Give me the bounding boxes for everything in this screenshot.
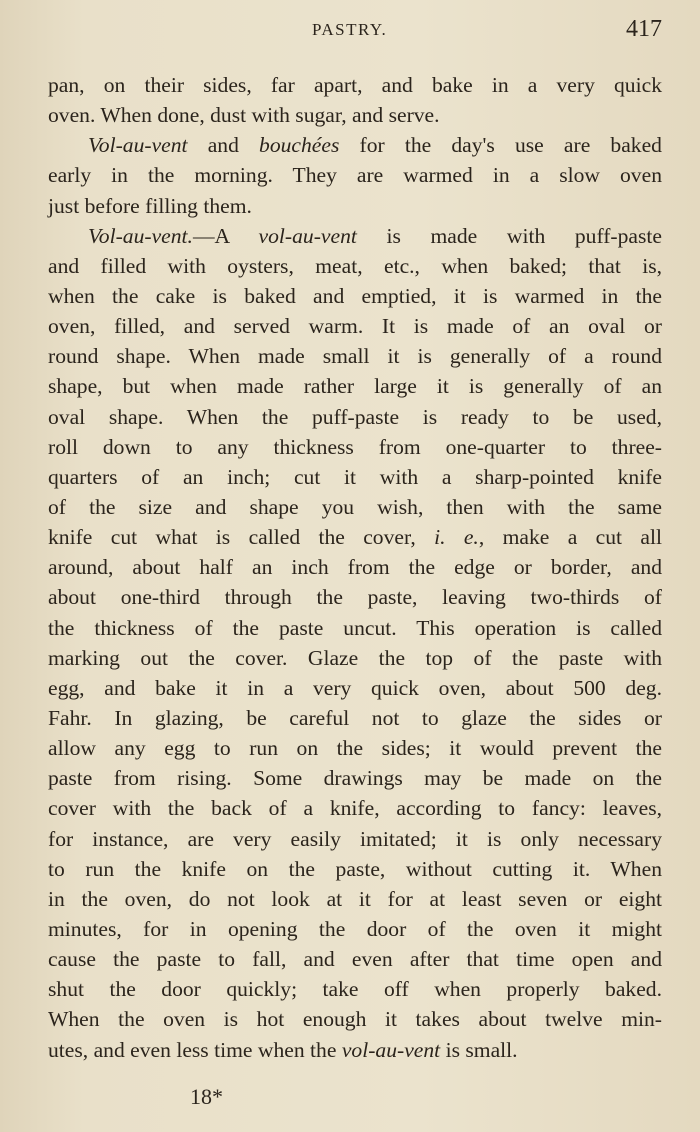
italic-text: vol-au-vent [341,1037,441,1062]
text-segment: —A [192,223,259,248]
text-segment: quarters of an inch; cut it with a sharp-pointed knife [48,464,662,489]
text-segment: and [187,133,260,158]
text-line [48,613,662,643]
text-segment: around, about half an inch from the edge or border, and [48,555,662,580]
text-segment: the thickness of the paste uncut. This operation is called [48,615,662,640]
text-line [48,371,662,401]
text-line [48,492,662,522]
text-line [48,914,662,944]
text-segment: in the oven, do not look at it for at least seven or eight [48,886,662,911]
text-line [48,160,662,190]
text-line [48,854,662,884]
page-number: 417 [626,16,662,42]
text-line [48,824,662,854]
text-segment: , make a cut all [478,525,662,550]
text-segment: and filled with oysters, meat, etc., when baked; that is, [48,253,662,278]
text-segment: shape, but when made rather large it is generally of an [48,374,662,399]
text-line [48,582,662,612]
text-segment: knife cut what is called the cover, [48,525,435,550]
text-segment: shut the door quickly; take off when properly baked. [48,977,662,1002]
text-line [48,100,662,130]
text-line [48,974,662,1004]
text-line [48,884,662,914]
text-segment: egg, and bake it in a very quick oven, about 500 deg. [48,675,662,700]
text-segment: when the cake is baked and emptied, it is warmed in the [48,283,662,308]
text-segment: round shape. When made small it is generally of a round [48,344,662,369]
text-line [48,793,662,823]
text-line [48,1035,662,1065]
running-head: PASTRY. [312,20,388,39]
text-segment: is made with puff-paste [356,223,662,248]
italic-text: bouchées [259,133,340,158]
text-line [48,763,662,793]
text-segment: for the day's use are baked [339,133,662,158]
text-line [48,130,662,160]
text-line [48,1004,662,1034]
text-segment: just before filling them. [48,193,252,218]
text-line [48,70,662,100]
text-line [48,733,662,763]
text-line [48,673,662,703]
text-line [48,341,662,371]
text-segment: pan, on their sides, far apart, and bake in a very quick [48,73,662,97]
italic-text: i. e. [434,525,479,550]
text-line [48,432,662,462]
text-line [48,522,662,552]
text-segment: paste from rising. Some drawings may be made on the [48,766,662,791]
text-segment: allow any egg to run on the sides; it would prevent the [48,736,662,761]
italic-text: Vol-au-vent [88,133,188,158]
text-segment: is small. [440,1037,518,1062]
signature-mark: 18* [190,1084,223,1109]
text-line [48,552,662,582]
text-segment: When the oven is hot enough it takes about twelve min- [48,1007,662,1032]
italic-text: Vol-au-vent. [88,223,193,248]
text-segment: about one-third through the paste, leaving two-thirds of [48,585,662,610]
body-text [48,70,662,1065]
text-segment: oven, filled, and served warm. It is made of an oval or [48,314,662,339]
text-segment: minutes, for in opening the door of the oven it might [48,916,662,941]
text-line [48,462,662,492]
text-segment: cover with the back of a knife, according to fancy: leaves, [48,796,662,821]
text-line [48,311,662,341]
text-segment: Fahr. In glazing, be careful not to glaze the sides or [48,705,662,730]
text-segment: oven. When done, dust with sugar, and serve. [48,103,440,128]
text-line [48,191,662,221]
text-segment: for instance, are very easily imitated; it is only necessary [48,826,662,851]
text-line [48,643,662,673]
text-line [48,703,662,733]
text-segment: marking out the cover. Glaze the top of the paste with [48,645,662,670]
text-line [48,944,662,974]
text-segment: roll down to any thickness from one-quarter to three- [48,434,662,459]
text-segment: early in the morning. They are warmed in a slow oven [48,163,662,188]
text-segment: to run the knife on the paste, without cutting it. When [48,856,662,881]
text-line [48,281,662,311]
text-segment: oval shape. When the puff-paste is ready to be used, [48,404,662,429]
page-header [0,14,700,46]
text-line [48,221,662,251]
italic-text: vol-au-vent [258,223,357,248]
text-line [48,402,662,432]
text-segment: utes, and even less time when the [48,1037,342,1062]
text-segment: of the size and shape you wish, then with the same [48,494,662,519]
text-segment: cause the paste to fall, and even after that time open and [48,947,662,972]
text-line [48,251,662,281]
